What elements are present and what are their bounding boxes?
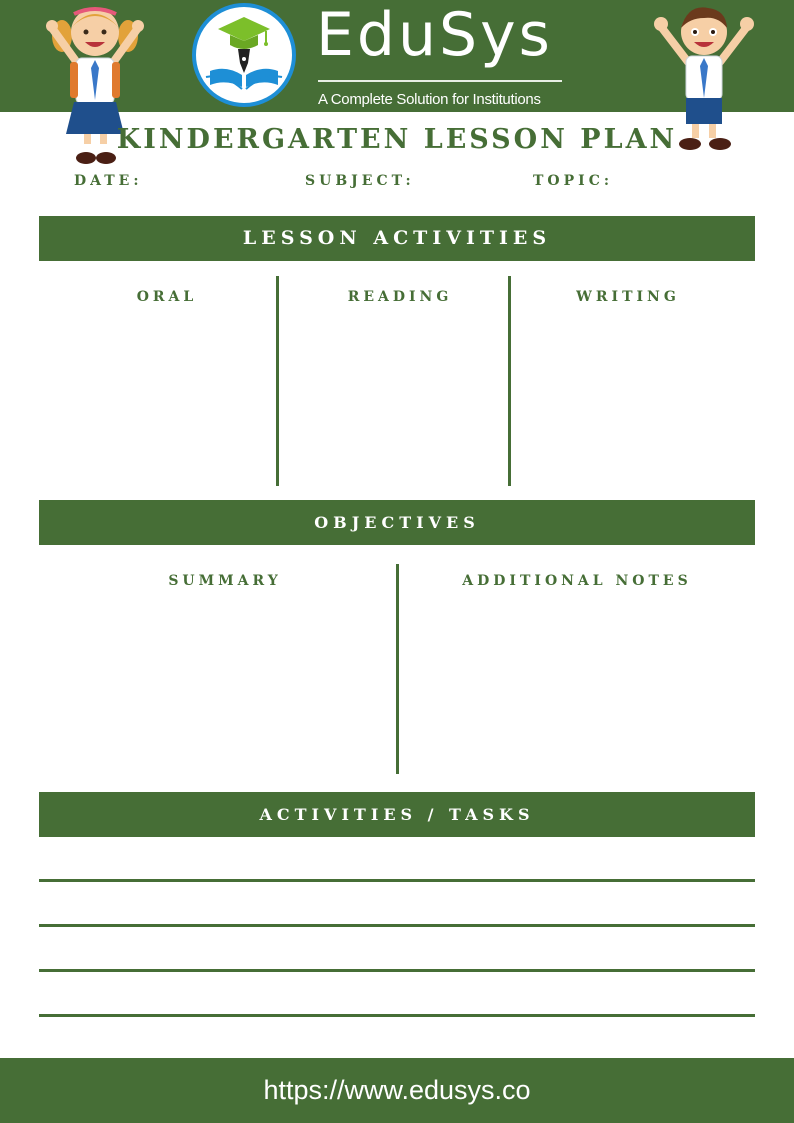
column-label-reading: READING <box>347 289 453 305</box>
objectives-heading: OBJECTIVES <box>39 500 755 545</box>
brand-divider <box>318 80 562 82</box>
graduation-cap-book-icon <box>196 7 292 103</box>
edusys-logo <box>192 3 296 107</box>
writing-line <box>39 969 755 972</box>
subject-label: SUBJECT: <box>305 173 415 189</box>
brand-name: EduSys <box>316 0 553 70</box>
brand-tagline: A Complete Solution for Institutions <box>318 91 541 108</box>
column-label-additional-notes: ADDITIONAL NOTES <box>462 573 692 589</box>
footer-website-link[interactable]: https://www.edusys.co <box>263 1075 531 1105</box>
activities-tasks-heading: ACTIVITIES / TASKS <box>39 792 755 837</box>
column-divider <box>276 276 279 486</box>
column-label-oral: ORAL <box>136 289 198 305</box>
column-label-writing: WRITING <box>576 289 680 305</box>
column-divider <box>396 564 399 774</box>
topic-label: TOPIC: <box>533 173 613 189</box>
date-label: DATE: <box>74 173 143 189</box>
writing-line <box>39 924 755 927</box>
column-label-summary: SUMMARY <box>168 573 282 589</box>
writing-line <box>39 879 755 882</box>
writing-line <box>39 1014 755 1017</box>
lesson-activities-heading: LESSON ACTIVITIES <box>39 216 755 261</box>
page-title: KINDERGARTEN LESSON PLAN <box>116 124 678 155</box>
column-divider <box>508 276 511 486</box>
